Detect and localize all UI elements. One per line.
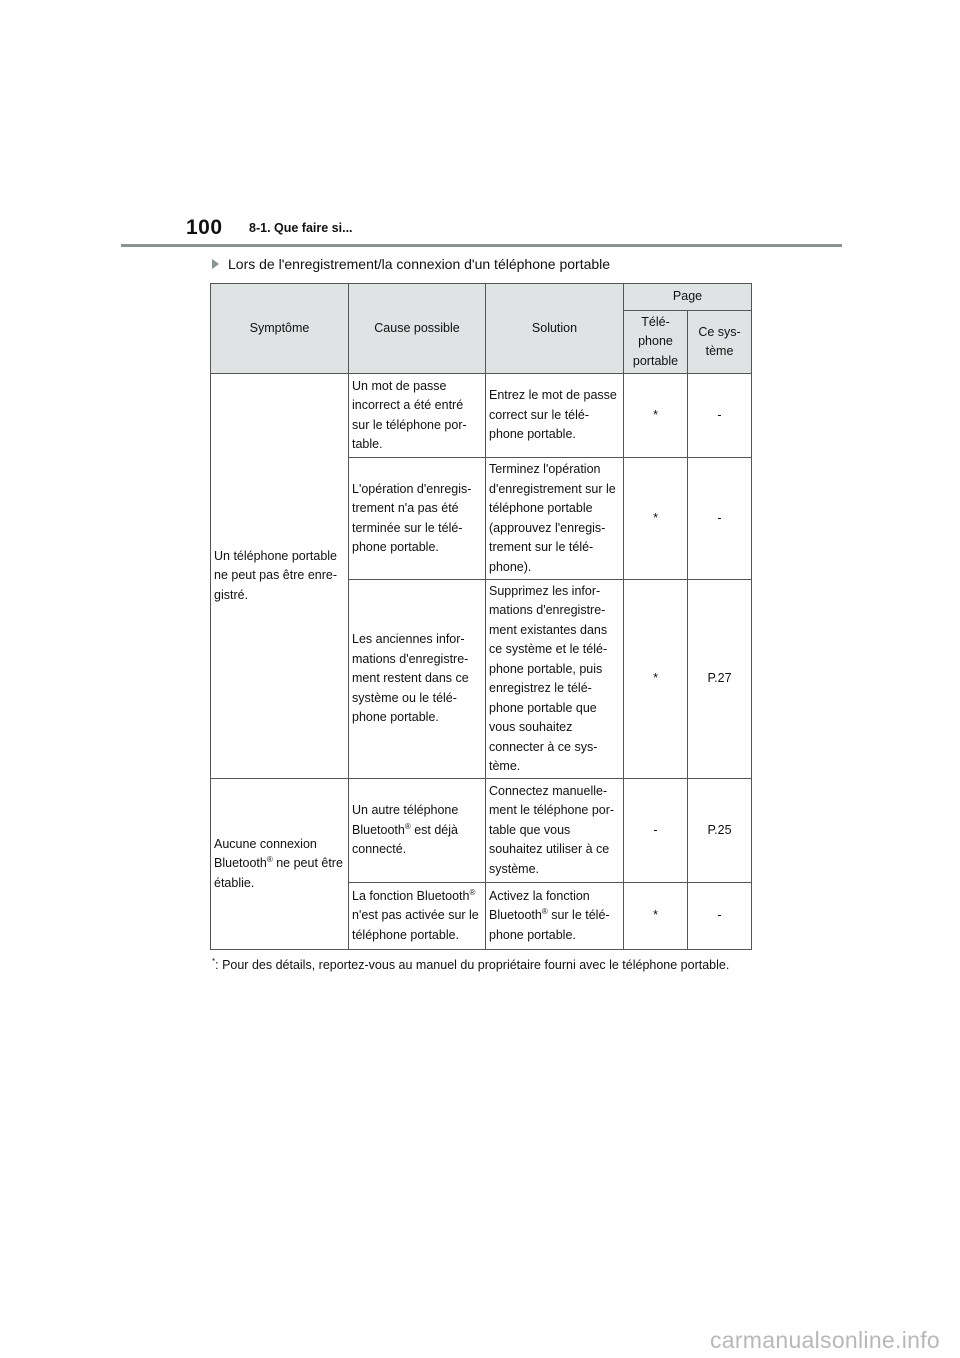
- solution-cell: Entrez le mot de passe correct sur le télé-phone portable.: [486, 374, 624, 458]
- phone-page-cell: *: [624, 374, 688, 458]
- solution-cell: [486, 883, 624, 950]
- table-header-row: [211, 284, 752, 311]
- header-cause: Cause possible: [349, 284, 486, 374]
- subheading-text: Lors de l'enregistrement/la connexion d'un téléphone portable: [228, 256, 611, 272]
- phone-page-cell: *: [624, 883, 688, 950]
- solution-cell: Supprimez les infor-mations d'enregistre-ment existantes dans ce système et le télé-phone portable, puis enregistrez le télé-phone portable que vous souhaitez connecter à ce sys-tème.: [486, 580, 624, 779]
- footnote-text: : Pour des détails, reportez-vous au manuel du propriétaire fourni avec le téléphone portable.: [215, 958, 730, 972]
- solution-text: Activez la fonction Bluetooth: [489, 888, 590, 923]
- cause-text: La fonction Bluetooth: [352, 888, 470, 903]
- solution-text-cont: sur le télé-phone portable.: [489, 908, 610, 942]
- triangle-bullet-icon: [212, 259, 219, 269]
- system-page-cell: P.27: [688, 580, 752, 779]
- header-phone: Télé-phone portable: [624, 311, 688, 374]
- footnote: [212, 958, 729, 972]
- solution-cell: Connectez manuelle-ment le téléphone por-table que vous souhaitez utiliser à ce système.: [486, 779, 624, 883]
- section-title: 8-1. Que faire si...: [249, 221, 353, 235]
- system-page-cell: -: [688, 883, 752, 950]
- phone-page-cell: *: [624, 458, 688, 580]
- phone-page-cell: *: [624, 580, 688, 779]
- symptom-text: Aucune connexion Bluetooth: [214, 836, 317, 871]
- page-number: 100: [186, 216, 223, 239]
- registered-mark: ®: [404, 821, 411, 831]
- solution-cell: Terminez l'opération d'enregistrement sur le téléphone portable (approuvez l'enregis-trement sur le télé-phone).: [486, 458, 624, 580]
- header-page: Page: [624, 284, 752, 311]
- symptom-cell: [211, 779, 349, 950]
- symptom-cell: Un téléphone portable ne peut pas être enre-gistré.: [211, 374, 349, 779]
- cause-text: Un autre téléphone Bluetooth: [352, 803, 459, 837]
- subheading: [212, 256, 610, 272]
- header-solution: Solution: [486, 284, 624, 374]
- symptom-text-cont: ne peut être établie.: [214, 856, 343, 890]
- cause-cell: Les anciennes infor-mations d'enregistre-ment restent dans ce système ou le télé-phone portable.: [349, 580, 486, 779]
- cause-cell: [349, 779, 486, 883]
- table-row: [211, 374, 752, 458]
- phone-page-cell: -: [624, 779, 688, 883]
- system-page-cell: -: [688, 374, 752, 458]
- header-rule: [121, 244, 842, 247]
- registered-mark: ®: [541, 907, 548, 917]
- watermark: carmanualsonline.info: [709, 1327, 940, 1353]
- cause-text-cont: est déjà connecté.: [352, 822, 458, 857]
- system-page-cell: P.25: [688, 779, 752, 883]
- header-symptom: Symptôme: [211, 284, 349, 374]
- header-system: Ce sys-tème: [688, 311, 752, 374]
- system-page-cell: -: [688, 458, 752, 580]
- registered-mark: ®: [266, 855, 273, 865]
- cause-text-cont: n'est pas activée sur le téléphone portable.: [352, 908, 479, 942]
- registered-mark: ®: [469, 887, 476, 897]
- cause-cell: L'opération d'enregis-trement n'a pas été terminée sur le télé-phone portable.: [349, 458, 486, 580]
- cause-cell: Un mot de passe incorrect a été entré sur le téléphone por-table.: [349, 374, 486, 458]
- footnote-marker: *: [212, 956, 216, 966]
- troubleshooting-table: [210, 283, 752, 950]
- table-row: [211, 779, 752, 883]
- cause-cell: [349, 883, 486, 950]
